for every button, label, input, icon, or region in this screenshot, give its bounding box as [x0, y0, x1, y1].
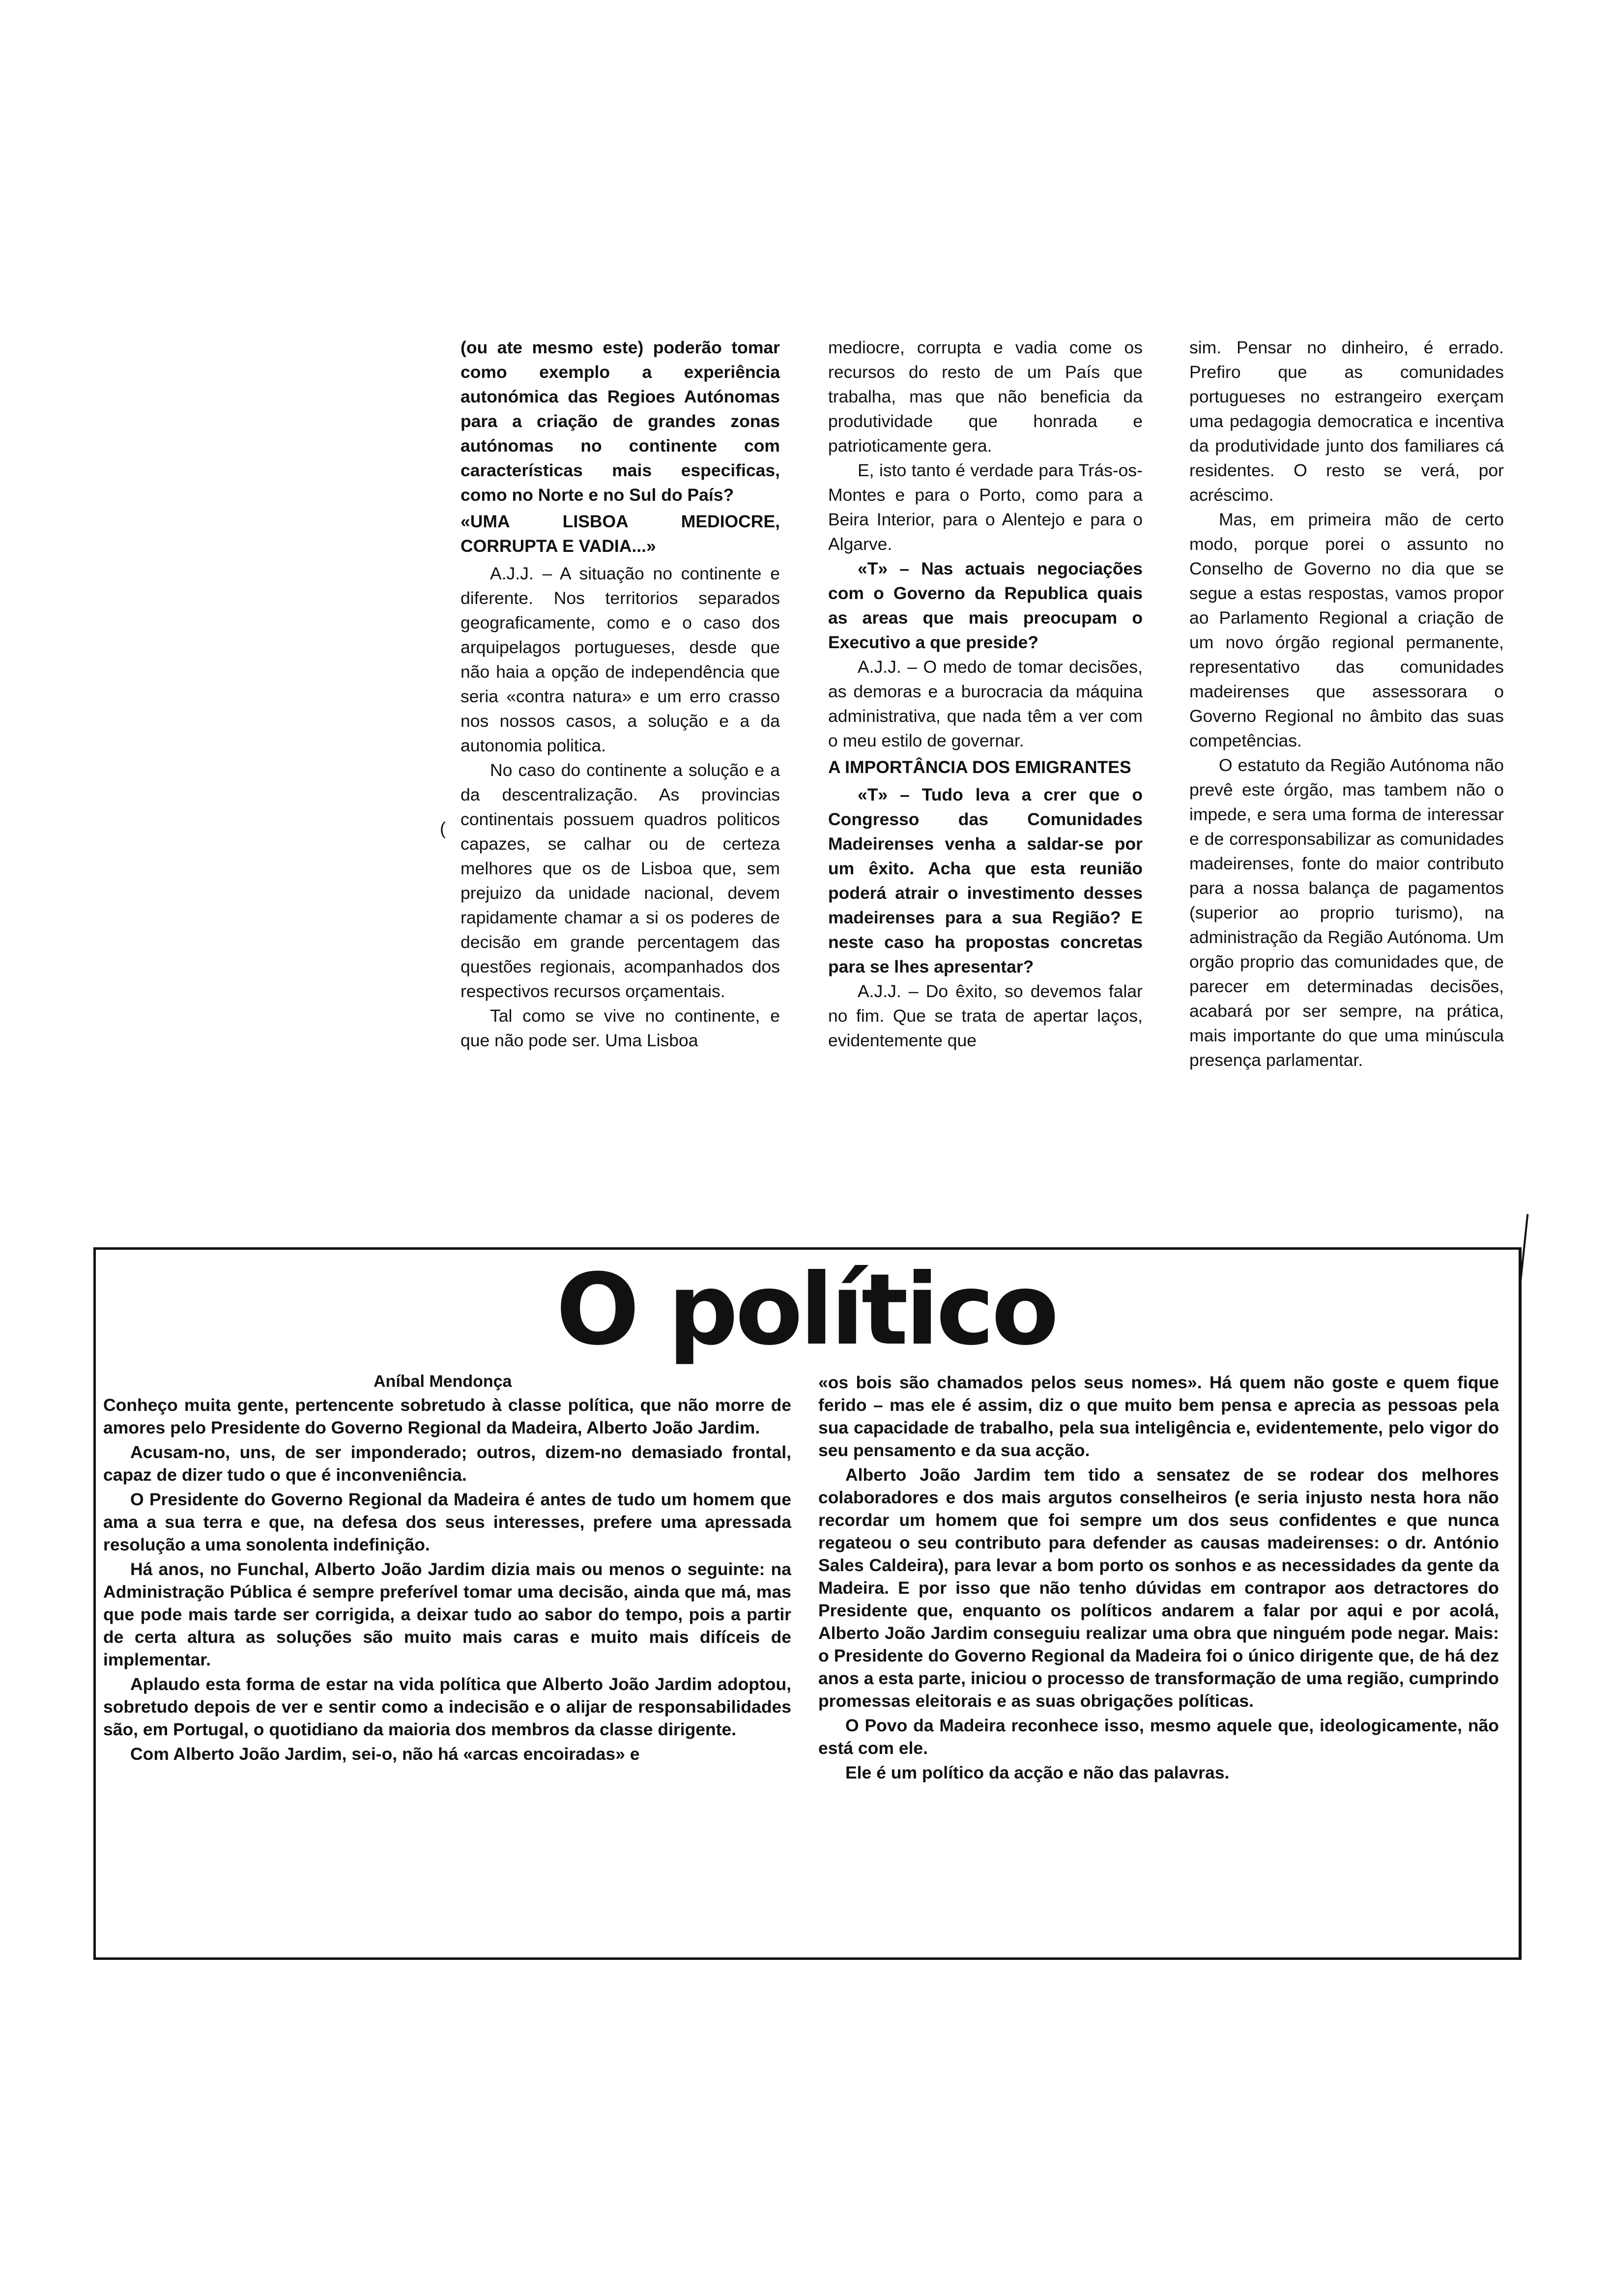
paragraph: No caso do continente a solução e a da descentralização. As provincias continentais possuem quadros politicos capazes, se calhar ou de certeza melhores que os de Lisboa que, sem prejuizo da unidade nacional, devem rapidamente chamar a si os poderes de decisão em grande percentagem das questões regionais, acompanhados dos respectivos recursos orçamentais. [461, 760, 780, 1001]
article-column-1 [103, 1394, 791, 1767]
article-paragraph: O Povo da Madeira reconhece isso, mesmo aquele que, ideologicamente, não está com ele. [818, 1716, 1499, 1758]
article-paragraph: Conheço muita gente, pertencente sobretudo à classe política, que não morre de amores pelo Presidente do Governo Regional da Madeira, Alberto João Jardim. [103, 1395, 791, 1437]
article-column-2 [818, 1371, 1499, 1786]
paragraph: O estatuto da Região Autónoma não prevê este órgão, mas tambem não o impede, e sera uma forma de interessar e de corresponsabilizar as comunidades madeirenses, fonte do maior contributo para a nossa balança de pagamentos (superior ao proprio turismo), na administração da Região Autónoma. Um orgão proprio das comunidades que, de parecer em determinadas decisões, acabará por ser sempre, na prática, mais importante do que uma minúscula presença parlamentar. [1189, 755, 1504, 1070]
article-paragraph: Aplaudo esta forma de estar na vida política que Alberto João Jardim adoptou, sobretudo depois de ver e sentir como a indecisão e o alijar de responsabilidades são, em Portugal, o quotidiano da maioria dos membros da classe dirigente. [103, 1674, 791, 1739]
paragraph: A.J.J. – A situação no continente e diferente. Nos territorios separados geograficamente, como e o caso dos arquipelagos portugueses, desde que não haia a opção de independência que seria «contra natura» e um erro crasso nos nossos casos, a solução e a da autonomia politica. [461, 564, 780, 755]
paragraph: Mas, em primeira mão de certo modo, porque porei o assunto no Conselho de Governo no dia que se segue a estas respostas, vamos propor ao Parlamento Regional a criação de um novo órgão regional permanente, representativo das comunidades madeirenses que assessorara o Governo Regional no âmbito das suas competências. [1189, 510, 1504, 750]
interview-column-3 [1189, 335, 1504, 1072]
article-paragraph: Com Alberto João Jardim, sei-o, não há «arcas encoiradas» e [130, 1744, 640, 1764]
paragraph: mediocre, corrupta e vadia come os recursos do resto de um País que trabalha, mas que não beneficia da produtividade que honrada e patrioticamente gera. [828, 338, 1143, 456]
interview-column-2 [828, 335, 1143, 1053]
interview-question: «T» – Tudo leva a crer que o Congresso das Comunidades Madeirenses venha a saldar-se por um êxito. Acha que esta reunião poderá atrair o investimento desses madeirenses para a sua Região? E neste caso ha propostas concretas para se lhes apresentar? [828, 785, 1143, 976]
article-paragraph: Ele é um político da acção e não das palavras. [845, 1763, 1230, 1782]
margin-mark: ( [440, 818, 446, 838]
article-paragraph: Alberto João Jardim tem tido a sensatez de se rodear dos melhores colaboradores e dos mais argutos conselheiros (e seria injusto nesta hora não recordar um homem que foi sempre um dos seus confidentes e que nunca regateou o seu contributo para defender as causas madeirenses: o dr. António Sales Caldeira), para levar a bom porto os sonhos e as necessidades da gente da Madeira. E por isso que não tenho dúvidas em contrapor aos detractores do Presidente que, enquanto os políticos andarem a falar por aqui e por acolá, Alberto João Jardim conseguiu realizar uma obra que ninguém pode negar. Mais: o Presidente do Governo Regional da Madeira foi o único dirigente que, de há dez anos a esta parte, iniciou o processo de transformação de uma região, cumprindo promessas eleitorais e as suas obrigações políticas. [818, 1465, 1499, 1711]
article-paragraph: Há anos, no Funchal, Alberto João Jardim dizia mais ou menos o seguinte: na Administração Pública é sempre preferível tomar uma decisão, ainda que má, mas que pode mais tarde ser corrigida, a deixar tudo ao sabor do tempo, pois a partir de certa altura as soluções são muito mais caras e muito mais difíceis de implementar. [103, 1559, 791, 1669]
paragraph: A.J.J. – O medo de tomar decisões, as demoras e a burocracia da máquina administrativa, que nada têm a ver com o meu estilo de governar. [828, 657, 1143, 750]
interview-question: «T» – Nas actuais negociações com o Governo da Republica quais as areas que mais preocupam o Executivo a que preside? [828, 559, 1143, 652]
article-byline: Aníbal Mendonça [374, 1372, 512, 1391]
section-heading: A IMPORTÂNCIA DOS EMIGRANTES [828, 757, 1131, 777]
article-paragraph: Acusam-no, uns, de ser imponderado; outros, dizem-no demasiado frontal, capaz de dizer tudo o que é inconveniência. [103, 1442, 791, 1485]
section-heading: «UMA LISBOA MEDIOCRE, CORRUPTA E VADIA...» [461, 512, 780, 556]
interview-question: (ou ate mesmo este) poderão tomar como exemplo a experiência autonómica das Regioes Autónomas para a criação de grandes zonas autónomas no continente com características mais especificas, como no Norte e no Sul do País? [461, 338, 780, 505]
interview-column-1 [461, 335, 780, 1053]
paragraph: Tal como se vive no continente, e que não pode ser. Uma Lisboa [461, 1006, 780, 1050]
paragraph: A.J.J. – Do êxito, so devemos falar no fim. Que se trata de apertar laços, evidentemente que [828, 981, 1143, 1050]
article-paragraph: O Presidente do Governo Regional da Madeira é antes de tudo um homem que ama a sua terra e que, na defesa dos seus interesses, prefere uma apressada resolução a uma sonolenta indefinição. [103, 1490, 791, 1554]
article-title: O político [556, 1253, 1056, 1367]
article-paragraph: «os bois são chamados pelos seus nomes». Há quem não goste e quem fique ferido – mas ele é assim, diz o que muito bem pensa e aprecia as pessoas pela sua capacidade de trabalho, pela sua inteligência e, evidentemente, pelo vigor do seu pensamento e da sua acção. [818, 1373, 1499, 1460]
paragraph: sim. Pensar no dinheiro, é errado. Prefiro que as comunidades portugueses no estrangeiro exerçam uma pedagogia democratica e incentiva da produtividade junto dos familiares cá residentes. O resto se verá, por acréscimo. [1189, 338, 1504, 505]
paragraph: E, isto tanto é verdade para Trás-os-Montes e para o Porto, como para a Beira Interior, para o Alentejo e para o Algarve. [828, 460, 1143, 554]
